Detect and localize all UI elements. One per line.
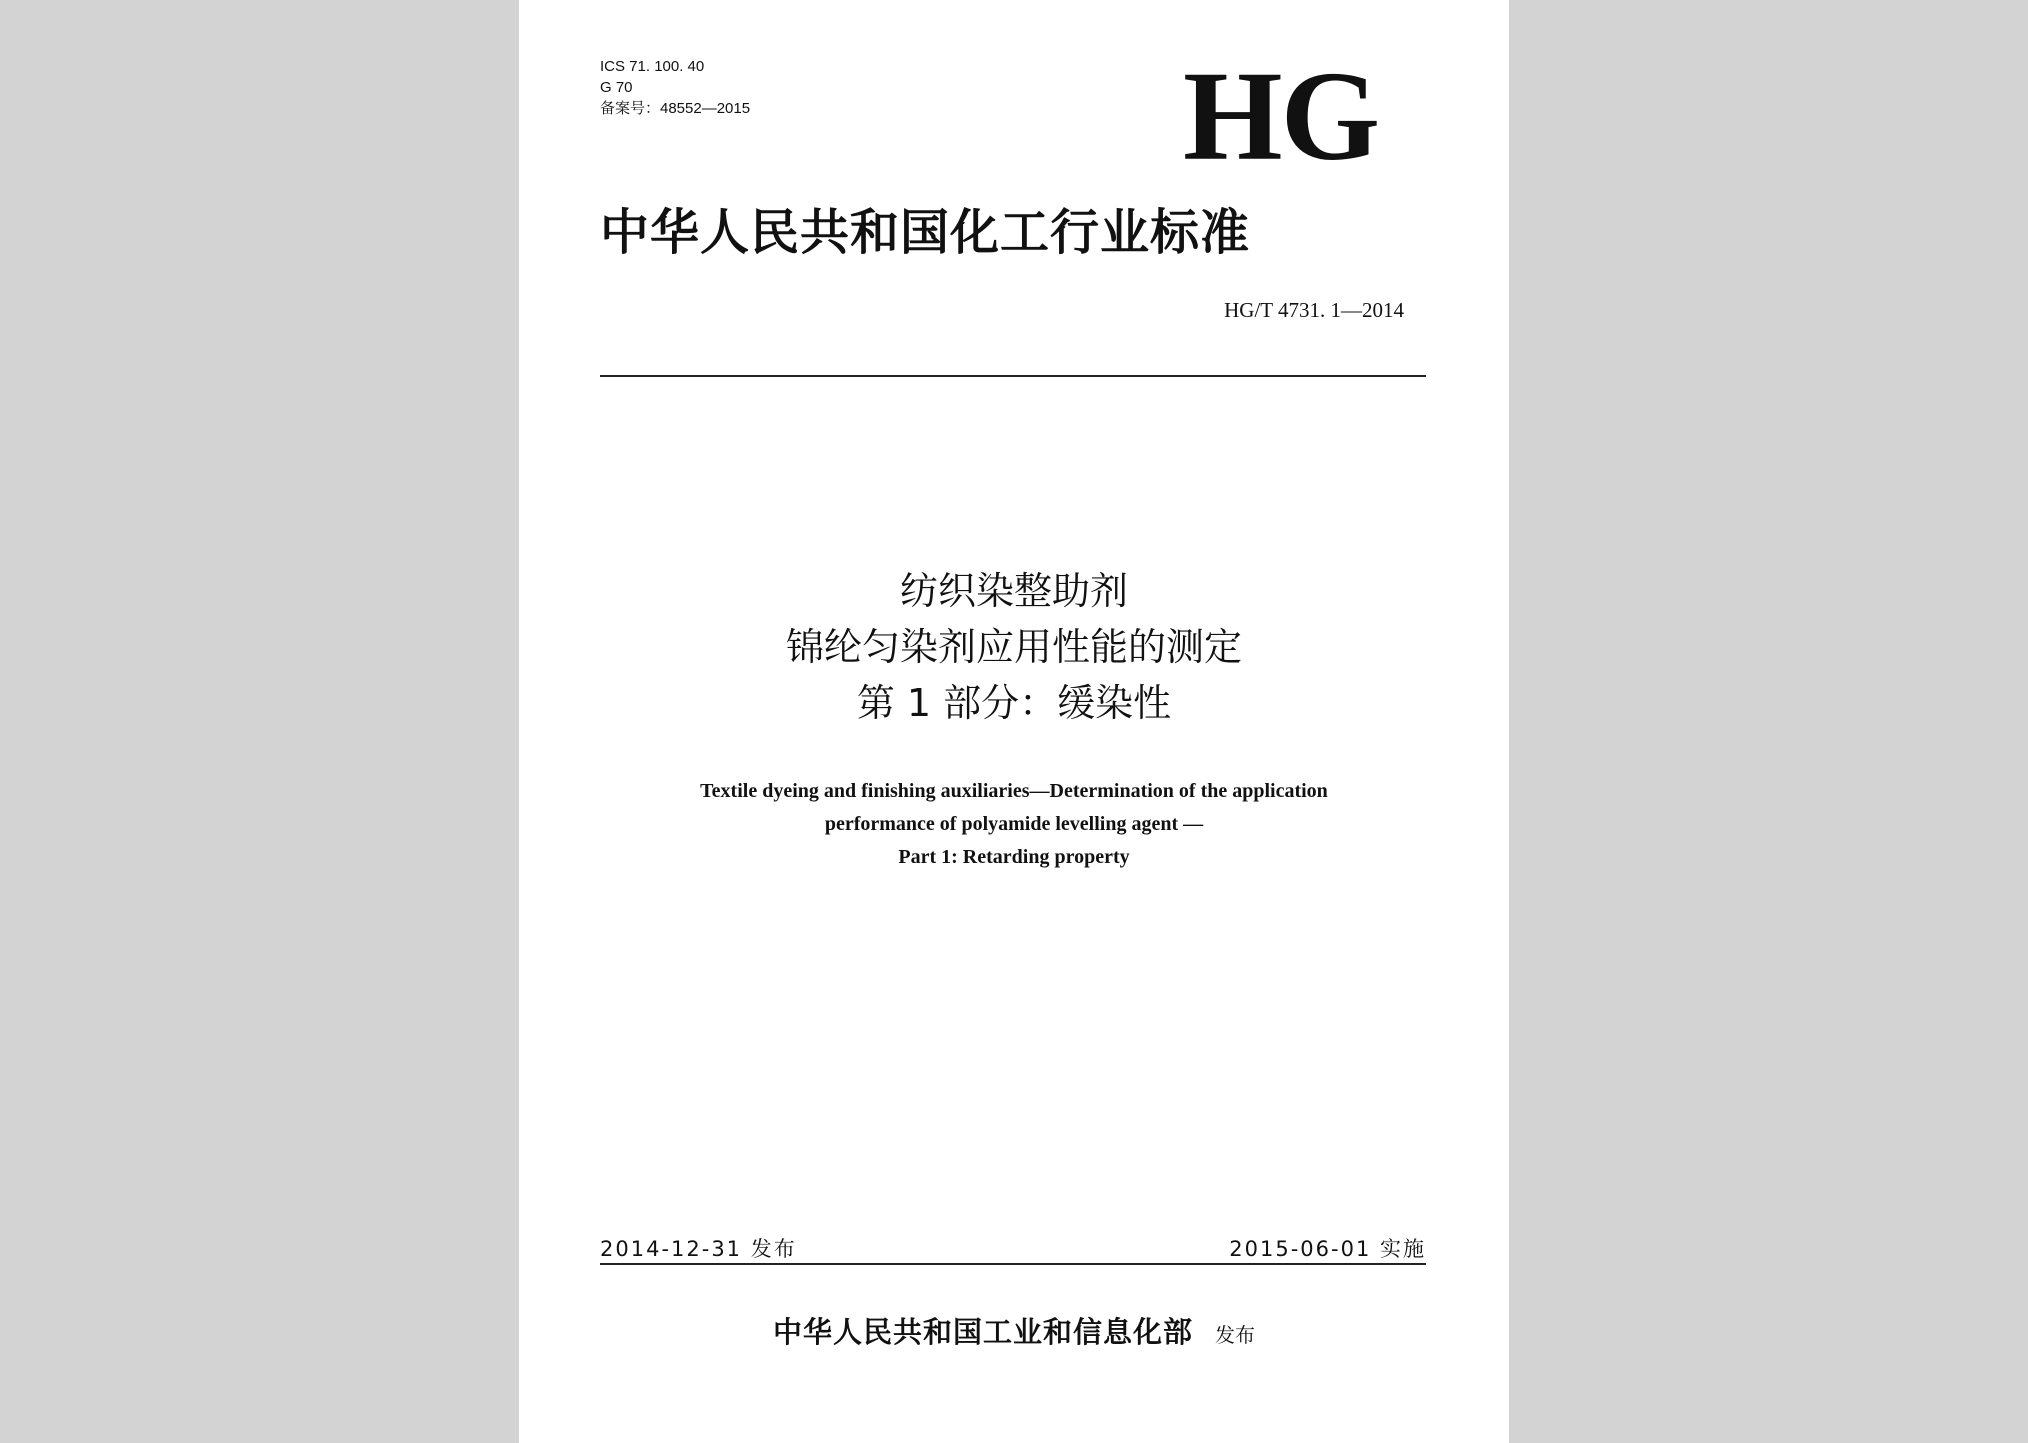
english-title-line-2: performance of polyamide levelling agent — (824, 813, 1204, 835)
ics-code: ICS 71. 100. 40 (600, 58, 705, 75)
dates-row (600, 1233, 1426, 1265)
publisher-name: 中华人民共和国工业和信息化部 (772, 1315, 1193, 1349)
issue-date: 2014-12-31 发布 (600, 1237, 797, 1261)
top-divider (600, 375, 1426, 377)
ccs-code: G 70 (600, 79, 633, 96)
chinese-title-line-3: 第 1 部分：缓染性 (856, 681, 1172, 725)
chinese-title-line-1: 纺织染整助剂 (899, 569, 1128, 613)
standard-number: HG/T 4731. 1—2014 (1224, 298, 1404, 322)
publisher-suffix: 发布 (1215, 1323, 1255, 1347)
implementation-date: 2015-06-01 实施 (1229, 1237, 1426, 1261)
publisher (519, 1310, 1509, 1351)
bottom-divider (600, 1263, 1426, 1265)
chinese-title-line-2: 锦纶匀染剂应用性能的测定 (785, 625, 1242, 669)
organization-title: 中华人民共和国化工行业标准 (600, 203, 1251, 261)
record-number: 备案号：48552—2015 (600, 100, 751, 117)
hg-logo: HG (1183, 45, 1379, 187)
chinese-title (519, 563, 1509, 731)
english-title-line-3: Part 1: Retarding property (898, 846, 1130, 868)
document-page (519, 0, 1509, 1443)
english-title (519, 775, 1509, 874)
english-title-line-1: Textile dyeing and finishing auxiliaries—Determination of the application (700, 780, 1328, 802)
classification-codes (600, 56, 750, 119)
